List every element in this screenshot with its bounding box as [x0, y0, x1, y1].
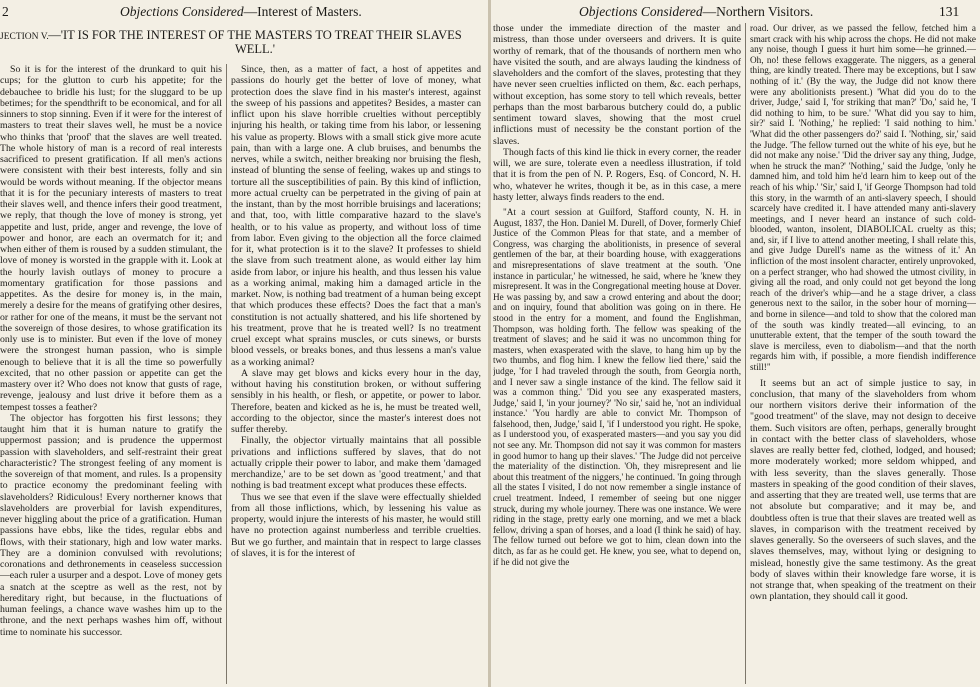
- column-rule: [226, 64, 227, 684]
- paragraph: Finally, the objector virtually maintains that all possible privations and inflictions suffered by slaves, that do not actually cripple their power to labor, and make them 'damaged merchandize,' are to be set down as 'good treatment,' and that nothing is bad treatment except what produces these effects.: [231, 435, 481, 492]
- block-quote-continued: road. Our driver, as we passed the fellow, fetched him a smart crack with his whip across the chops. He did not make any noise, though I guess it hurt him some—he grinned.—Oh, no! these fellows exaggerate. The niggers, as a general thing, are kindly treated. There may be exceptions, but I saw nothing of it.' (By the way, the Judge did not know there were any abolitionists present.) 'What did you do to the driver, Judge,' said I, 'for striking that man?' 'Do,' said he, 'I did nothing to him, to be sure.' 'What did you say to him, sir?' said I. 'Nothing,' he replied: 'I said nothing to him.' 'What did the other passengers do?' said I. 'Nothing, sir,' said the Judge. 'The fellow turned out the white of his eye, but he did not make any noise.' 'Did the driver say any thing, Judge, when he struck the man?' 'Nothing,' said the Judge, 'only he damned him, and told him he'd learn him to keep out of the reach of his whip.' 'Sir,' said I, 'if George Thompson had told this story, in the warmth of an anti-slavery speech, I should scarcely have credited it. I have attended many anti-slavery meetings, and I never heard an instance of such cold-blooded, wanton, insolent, DIABOLICAL cruelty as this; and, sir, if I live to attend another meeting, I shall relate this, and give Judge Durell's name as the witness of it.' An infliction of the most insolent character, entirely unprovoked, on a perfect stranger, who had showed the utmost civility, in giving all the road, and only could not get beyond the long reach of the driver's whip—and he a stage driver, a class generous next to the sailor, in the sober hour of morning—and borne in silence—and told to show that the colored man of the south was kindly treated—all evincing, to an unutterable extent, that the temper of the south toward the slave is merciless, even to diabolism—and that the north regards him with, if possible, a more fiendish indifference still!": [750, 23, 976, 372]
- paragraph: A slave may get blows and kicks every hour in the day, without having his constitution broken, or without suffering sensibly in his health, or flesh, or appetite, or power to labor. Therefore, beaten and kicked as he is, he must be treated well, according to the objector, since the master's interest does not suffer thereby.: [231, 367, 481, 435]
- left-column-1: [0, 64, 222, 687]
- right-column-1: [493, 23, 741, 687]
- right-page-number: 131: [939, 4, 960, 19]
- left-running-head: [120, 4, 362, 20]
- right-page: [491, 0, 980, 687]
- section-heading: [0, 28, 470, 56]
- paragraph: Though facts of this kind lie thick in every corner, the reader will, we are sure, tolerate even a needless illustration, if told that it is from the pen of N. P. Rogers, Esq. of Concord, N. H. who, whatever he writes, though it be, as in this case, a mere hasty letter, always finds readers to the end.: [493, 146, 741, 203]
- right-running-head: [579, 4, 813, 20]
- left-page-number: 2: [2, 4, 9, 19]
- right-running-head-suffix: —Northern Visitors.: [702, 4, 814, 19]
- paragraph: So it is for the interest of the drunkard to quit his cups; for the glutton to curb his appetite; for the debauchee to bridle his lust; for the sluggard to be up betimes; for the spendthrift to be economical, and for all sinners to stop sinning. Even if it were for the interest of masters to treat their slaves well, he must be a novice who thinks that 'proof' that the slaves are well treated. The whole history of man is a record of real interests sacrificed to present gratification. If all men's actions were consistent with their best interests, folly and sin would be words without meaning. If the objector means that it is for the pecuniary interests of masters to treat their slaves well, and thence infers their good treatment, we reply, that though the love of money is strong, yet appetite and lust, pride, anger and revenge, the love of power and honor, are each an overmatch for it; and when either of them is roused by a sudden stimulant, the love of money is worsted in the grapple with it. Look at the hourly lavish outlays of money to procure a momentary gratification for those passions and appetites. As the desire for money is, in the main, merely a desire for the means of gratifying other desires, or rather for one of the means, it must be the servant not the sovereign of those desires, to whose gratification its only use is to minister. But even if the love of money were the strongest human passion, who is simple enough to believe that it is all the time so powerfully excited, that no other passion or appetite can get the mastery over it? Who does not know that gusts of rage, revenge, jealousy and lust drive it before them as a tempest tosses a feather?: [0, 64, 222, 413]
- right-running-head-italic: Objections Considered: [579, 4, 703, 19]
- paragraph: Since, then, as a matter of fact, a host of appetites and passions do hourly get the better of love of money, what protection does the slave find in his master's interest, against the sweep of his passions and appetites? Besides, a master can inflict upon his slave horrible cruelties without perceptibly injuring his health, or taking time from his labor, or lessening his value as property. Blows with a small stick give more acute pain, than with a large one. A club bruises, and benumbs the nerves, while a switch, neither breaking nor bruising the flesh, instead of blunting the sense of feeling, wakes up and stings to torture all the susceptibilities of pain. By this kind of infliction, more actual cruelty can be perpetrated in the giving of pain at the instant, than by the most horrible bruisings and lacerations; and that, too, with little comparative hazard to the slave's health, or to his value as property, and without loss of time from labor. Even giving to the objection all the force claimed for it, what protection is it to the slave? It professes to shield the slave from such treatment alone, as would either lay him aside from labor, or injure his health, and thus lessen his value as a working animal, making him a damaged article in the market. Now, is nothing bad treatment of a human being except that which produces these effects? Does the fact that a man's constitution is not actually shattered, and his life shortened by his treatment, prove that he is treated well? Is no treatment cruel except what sprains muscles, or cuts sinews, or bursts blood vessels, or breaks bones, and thus lessens a man's value as a working animal?: [231, 64, 481, 368]
- block-quote: "At a court session at Guilford, Stafford county, N. H. in August, 1837, the Hon. Daniel M. Durell, of Dover, formerly Chief Justice of the Common Pleas for that state, and a member of Congress, was charging the abolitionists, in presence of several gentlemen of the bar, at their boarding house, with exaggerations and misrepresentations of slave treatment at the south. 'One instance in particular,' he witnessed, he said, where he 'knew they misrepresent. It was in the Congregational meeting house at Dover. He was passing by, and saw a crowd entering and about the door; and on inquiry, found that abolition was going on in there. He stood in the entry for a moment, and found the Englishman, Thompson, was holding forth. The fellow was speaking of the treatment of slaves; and he said it was no uncommon thing for masters, when exasperated with the slave, to hang him up by the two thumbs, and flog him. I knew the fellow lied there,' said the judge, 'for I had traveled through the south, from Georgia north, and I never saw a single instance of the kind. The fellow said it was a common thing.' 'Did you see any exasperated masters, Judge,' said I, 'in your journey?' 'No sir,' said he, 'not an individual instance.' 'You hardly are able to convict Mr. Thompson of falsehood, then, Judge,' said I, 'if I understood you right. He spoke, as I understood you, of exasperated masters—and you say you did not see any. Mr. Thompson did not say it was common for masters in good humor to hang up their slaves.' 'The Judge did not perceive the materiality of the distinction. 'Oh, they misrepresent and lie about this treatment of the niggers,' he continued. 'In going through all the states I visited, I do not now remember a single instance of cruel treatment. Indeed, I remember of seeing but one nigger struck, during my whole journey. There was one instance. We were riding in the stage, pretty early one morning, and we met a black fellow, driving a span of horses, and a load (I think he said) of hay. The fellow turned out before we got to him, clean down into the ditch, as far as he could get. He knew, you see, what to depend on, if he did not give the: [493, 207, 741, 567]
- paragraph: The objector has forgotten his first lessons; they taught him that it is human nature to gratify the uppermost passion; and is prudence the uppermost passion with slaveholders, and self-restraint their great characteristic? The strongest feeling of any moment is the sovereign of that moment, and rules. Is a propensity to practice economy the predominant feeling with slaveholders? Ridiculous! Every northerner knows that slaveholders are proverbial for lavish expenditures, never higgling about the price of a gratification. Human passions have ebbs, like the tides, regular ebbs and flows, with their stationary, high and low water marks. They are a dominion convulsed with revolutions; coronations and dethronements in ceaseless succession—each ruler a usurper and a despot. Love of money gets a snatch at the sceptre as well as the rest, not by hereditary right, but because, in the fluctuations of human feelings, a chance wave washes him up to the throne, and the next perhaps washes him off, without time to nominate his successor.: [0, 412, 222, 638]
- right-column-2: [750, 23, 976, 687]
- paragraph: those under the immediate direction of the master and mistress, than those under overseers and drivers. It is quite worthy of remark, that of the thousands of northern men who have visited the south, and are always lauding the kindness of slaveholders and the comfort of the slaves, protesting that they have never seen cruelties inflicted on them, &c. each perhaps, without exception, has some story to tell which reveals, better perhaps than the most barbarous butchery could do, a public sentiment toward slaves, showing that the most cruel inflictions must of necessity be the constant portion of the slaves.: [493, 23, 741, 147]
- column-rule: [745, 23, 746, 684]
- left-running-head-italic: Objections Considered: [120, 4, 244, 19]
- section-label: JECTION V.: [0, 32, 49, 42]
- paragraph: Thus we see that even if the slave were effectually shielded from all those inflictions, which, by lessening his value as property, would injure the interests of his master, he would still have no protection against numberless and terrible cruelties. But we go further, and maintain that in respect to large classes of slaves, it is for the interest of: [231, 491, 481, 559]
- left-running-head-suffix: —Interest of Masters.: [243, 4, 362, 19]
- section-title: —'IT IS FOR THE INTEREST OF THE MASTERS TO TREAT THEIR SLAVES WELL.': [48, 28, 462, 56]
- paragraph: It seems but an act of simple justice to say, in conclusion, that many of the slaveholders from whom our northern visitors derive their information of the "good treatment" of the slave, may not design to deceive them. Such visitors are often, perhaps, generally brought in contact with the better class of slaveholders, whose slaves are really better fed, clothed, lodged, and housed; more moderately worked; more seldom whipped, and with less severity, than the slaves generally. Those masters in speaking of the good condition of their slaves, and asserting that they are treated well, use terms that are not absolute but comparative; and it may be, and doubtless often is true that their slaves are treated well as slaves, in comparison with the treatment received by slaves generally. So the overseers of such slaves, and the slaves themselves, may, without lying or designing to mislead, honestly give the same testimony. As the great body of slaves within their knowledge fare worse, it is not strange that, when speaking of the treatment on their own plantation, they should call it good.: [750, 377, 976, 603]
- left-column-2: [231, 64, 481, 687]
